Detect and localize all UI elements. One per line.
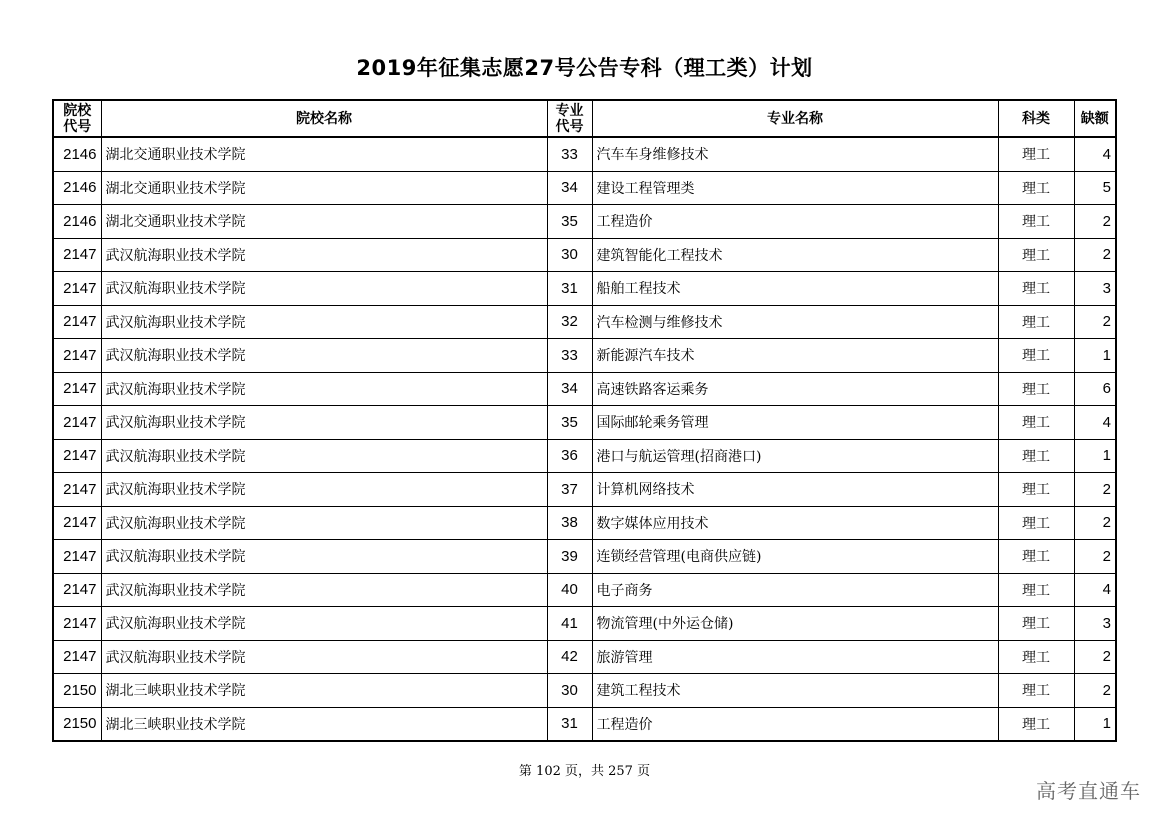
cell-school-name: 湖北交通职业技术学院 [101, 205, 547, 239]
cell-category: 理工 [998, 171, 1074, 205]
cell-major-code: 42 [547, 640, 592, 674]
cell-school-name: 武汉航海职业技术学院 [101, 305, 547, 339]
cell-category: 理工 [998, 406, 1074, 440]
cell-major-name: 新能源汽车技术 [592, 339, 998, 373]
header-school-name: 院校名称 [101, 100, 547, 137]
header-school-code: 院校 代号 [53, 100, 101, 137]
cell-vacancy: 2 [1074, 506, 1116, 540]
cell-major-code: 34 [547, 171, 592, 205]
header-major-name: 专业名称 [592, 100, 998, 137]
table-row [53, 339, 1116, 373]
cell-major-name: 工程造价 [592, 205, 998, 239]
cell-school-name: 武汉航海职业技术学院 [101, 439, 547, 473]
cell-major-code: 40 [547, 573, 592, 607]
cell-school-code: 2147 [53, 473, 101, 507]
cell-category: 理工 [998, 607, 1074, 641]
cell-vacancy: 6 [1074, 372, 1116, 406]
cell-category: 理工 [998, 540, 1074, 574]
cell-major-name: 船舶工程技术 [592, 272, 998, 306]
cell-major-name: 物流管理(中外运仓储) [592, 607, 998, 641]
cell-school-code: 2146 [53, 171, 101, 205]
cell-major-name: 计算机网络技术 [592, 473, 998, 507]
cell-vacancy: 1 [1074, 339, 1116, 373]
table-header-row [53, 100, 1116, 137]
cell-major-code: 39 [547, 540, 592, 574]
enrollment-plan-table [52, 99, 1117, 742]
cell-major-code: 30 [547, 674, 592, 708]
cell-school-name: 湖北三峡职业技术学院 [101, 707, 547, 741]
watermark: 高考直通车 [1036, 779, 1141, 803]
cell-vacancy: 4 [1074, 573, 1116, 607]
table-row [53, 406, 1116, 440]
cell-school-code: 2150 [53, 707, 101, 741]
cell-major-name: 汽车车身维修技术 [592, 137, 998, 171]
cell-school-code: 2147 [53, 305, 101, 339]
cell-vacancy: 2 [1074, 305, 1116, 339]
cell-vacancy: 3 [1074, 272, 1116, 306]
cell-school-name: 武汉航海职业技术学院 [101, 272, 547, 306]
cell-major-name: 国际邮轮乘务管理 [592, 406, 998, 440]
cell-school-name: 武汉航海职业技术学院 [101, 406, 547, 440]
cell-school-name: 武汉航海职业技术学院 [101, 640, 547, 674]
cell-major-code: 35 [547, 205, 592, 239]
cell-school-name: 武汉航海职业技术学院 [101, 238, 547, 272]
cell-school-name: 武汉航海职业技术学院 [101, 506, 547, 540]
cell-vacancy: 3 [1074, 607, 1116, 641]
cell-school-name: 武汉航海职业技术学院 [101, 339, 547, 373]
page-number: 第 102 页，共 257 页 [518, 764, 651, 779]
cell-major-name: 电子商务 [592, 573, 998, 607]
page-title: 2019年征集志愿27号公告专科（理工类）计划 [356, 56, 813, 80]
table-row [53, 607, 1116, 641]
cell-major-code: 41 [547, 607, 592, 641]
cell-major-code: 35 [547, 406, 592, 440]
cell-major-code: 31 [547, 707, 592, 741]
cell-category: 理工 [998, 707, 1074, 741]
table-row [53, 137, 1116, 171]
cell-category: 理工 [998, 238, 1074, 272]
table-row [53, 473, 1116, 507]
cell-school-name: 湖北交通职业技术学院 [101, 137, 547, 171]
cell-school-code: 2147 [53, 640, 101, 674]
cell-category: 理工 [998, 372, 1074, 406]
cell-vacancy: 2 [1074, 238, 1116, 272]
cell-major-name: 港口与航运管理(招商港口) [592, 439, 998, 473]
cell-school-name: 湖北交通职业技术学院 [101, 171, 547, 205]
table-row [53, 372, 1116, 406]
cell-vacancy: 2 [1074, 540, 1116, 574]
cell-major-name: 建设工程管理类 [592, 171, 998, 205]
cell-category: 理工 [998, 473, 1074, 507]
cell-major-code: 38 [547, 506, 592, 540]
cell-school-code: 2147 [53, 506, 101, 540]
cell-school-code: 2147 [53, 406, 101, 440]
cell-category: 理工 [998, 506, 1074, 540]
cell-school-name: 武汉航海职业技术学院 [101, 372, 547, 406]
cell-category: 理工 [998, 272, 1074, 306]
cell-category: 理工 [998, 640, 1074, 674]
cell-school-code: 2147 [53, 238, 101, 272]
table-row [53, 439, 1116, 473]
header-category: 科类 [998, 100, 1074, 137]
cell-major-code: 33 [547, 339, 592, 373]
cell-major-name: 旅游管理 [592, 640, 998, 674]
cell-vacancy: 2 [1074, 674, 1116, 708]
cell-school-code: 2147 [53, 607, 101, 641]
cell-school-code: 2147 [53, 573, 101, 607]
cell-school-code: 2147 [53, 339, 101, 373]
cell-major-name: 工程造价 [592, 707, 998, 741]
table-row [53, 506, 1116, 540]
table-row [53, 674, 1116, 708]
cell-school-code: 2146 [53, 205, 101, 239]
cell-vacancy: 2 [1074, 640, 1116, 674]
cell-major-name: 建筑智能化工程技术 [592, 238, 998, 272]
cell-major-code: 32 [547, 305, 592, 339]
cell-major-name: 建筑工程技术 [592, 674, 998, 708]
header-major-code: 专业 代号 [547, 100, 592, 137]
cell-vacancy: 4 [1074, 137, 1116, 171]
table-row [53, 305, 1116, 339]
cell-vacancy: 2 [1074, 205, 1116, 239]
table-row [53, 640, 1116, 674]
cell-category: 理工 [998, 339, 1074, 373]
cell-category: 理工 [998, 439, 1074, 473]
table-row [53, 573, 1116, 607]
cell-category: 理工 [998, 205, 1074, 239]
cell-school-code: 2146 [53, 137, 101, 171]
cell-major-code: 36 [547, 439, 592, 473]
cell-school-name: 武汉航海职业技术学院 [101, 473, 547, 507]
cell-category: 理工 [998, 305, 1074, 339]
cell-major-code: 33 [547, 137, 592, 171]
cell-category: 理工 [998, 573, 1074, 607]
table-row [53, 171, 1116, 205]
cell-major-name: 汽车检测与维修技术 [592, 305, 998, 339]
cell-vacancy: 1 [1074, 707, 1116, 741]
table-row [53, 707, 1116, 741]
table-row [53, 205, 1116, 239]
cell-major-code: 30 [547, 238, 592, 272]
cell-major-name: 数字媒体应用技术 [592, 506, 998, 540]
cell-major-code: 31 [547, 272, 592, 306]
cell-vacancy: 2 [1074, 473, 1116, 507]
header-vacancy: 缺额 [1074, 100, 1116, 137]
cell-school-code: 2147 [53, 272, 101, 306]
cell-school-name: 武汉航海职业技术学院 [101, 573, 547, 607]
cell-school-code: 2147 [53, 439, 101, 473]
cell-school-name: 武汉航海职业技术学院 [101, 540, 547, 574]
cell-school-name: 武汉航海职业技术学院 [101, 607, 547, 641]
cell-category: 理工 [998, 137, 1074, 171]
cell-major-name: 高速铁路客运乘务 [592, 372, 998, 406]
cell-school-code: 2147 [53, 540, 101, 574]
cell-vacancy: 5 [1074, 171, 1116, 205]
cell-school-code: 2150 [53, 674, 101, 708]
table-row [53, 540, 1116, 574]
cell-school-code: 2147 [53, 372, 101, 406]
cell-major-name: 连锁经营管理(电商供应链) [592, 540, 998, 574]
cell-vacancy: 4 [1074, 406, 1116, 440]
table-row [53, 238, 1116, 272]
cell-major-code: 34 [547, 372, 592, 406]
cell-vacancy: 1 [1074, 439, 1116, 473]
cell-major-code: 37 [547, 473, 592, 507]
cell-school-name: 湖北三峡职业技术学院 [101, 674, 547, 708]
cell-category: 理工 [998, 674, 1074, 708]
table-row [53, 272, 1116, 306]
